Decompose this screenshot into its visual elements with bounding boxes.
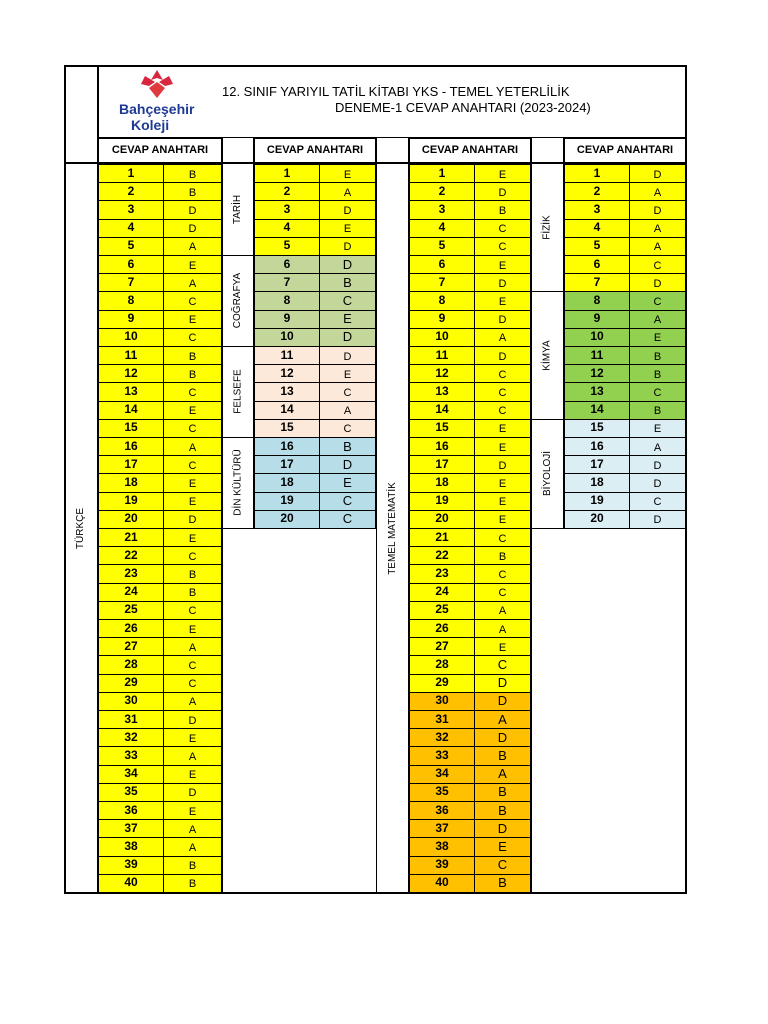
block-turkce-answer-18: E bbox=[163, 473, 222, 492]
block-turkce-answer-4: D bbox=[163, 219, 222, 238]
title-line2: DENEME-1 CEVAP ANAHTARI (2023-2024) bbox=[335, 100, 591, 115]
block-sosyal-answer-4: E bbox=[319, 219, 376, 238]
block-fen-answer-8: C bbox=[629, 291, 686, 310]
block-fen-answer-17: D bbox=[629, 455, 686, 474]
block-matematik-answer-30: D bbox=[474, 692, 531, 711]
block-sosyal-answer-14: A bbox=[319, 401, 376, 420]
block-matematik-question-21: 21 bbox=[409, 528, 475, 547]
block-turkce-answer-15: C bbox=[163, 419, 222, 438]
block-matematik-question-9: 9 bbox=[409, 310, 475, 329]
block-fen-question-4: 4 bbox=[564, 219, 630, 238]
block-turkce-question-29: 29 bbox=[98, 674, 164, 693]
block-matematik-question-33: 33 bbox=[409, 746, 475, 765]
block-fen-question-6: 6 bbox=[564, 255, 630, 274]
block-sosyal-question-4: 4 bbox=[254, 219, 320, 238]
block-matematik-answer-27: E bbox=[474, 637, 531, 656]
block-turkce-answer-21: E bbox=[163, 528, 222, 547]
block-sosyal-answer-1: E bbox=[319, 164, 376, 183]
block-matematik-answer-40: B bbox=[474, 874, 531, 893]
block-sosyal-question-2: 2 bbox=[254, 182, 320, 201]
block-matematik-question-18: 18 bbox=[409, 473, 475, 492]
block-matematik-question-38: 38 bbox=[409, 837, 475, 856]
block-matematik-question-13: 13 bbox=[409, 382, 475, 401]
block-matematik-answer-39: C bbox=[474, 856, 531, 875]
cevap-anahtari-header-4: CEVAP ANAHTARI bbox=[564, 138, 686, 163]
block-turkce-question-24: 24 bbox=[98, 583, 164, 602]
block-fen-answer-14: B bbox=[629, 401, 686, 420]
block-matematik-answer-21: C bbox=[474, 528, 531, 547]
block-sosyal-answer-17: D bbox=[319, 455, 376, 474]
subject-turkce bbox=[64, 164, 98, 892]
block-matematik-answer-15: E bbox=[474, 419, 531, 438]
block-sosyal-question-18: 18 bbox=[254, 473, 320, 492]
grid-line-fen-right bbox=[563, 138, 564, 528]
block-matematik-answer-35: B bbox=[474, 783, 531, 802]
block-matematik-question-17: 17 bbox=[409, 455, 475, 474]
block-turkce-question-12: 12 bbox=[98, 364, 164, 383]
block-turkce-question-39: 39 bbox=[98, 856, 164, 875]
block-turkce-question-2: 2 bbox=[98, 182, 164, 201]
block-matematik-question-24: 24 bbox=[409, 583, 475, 602]
block-matematik-question-4: 4 bbox=[409, 219, 475, 238]
block-sosyal-answer-5: D bbox=[319, 237, 376, 256]
cevap-anahtari-header-2: CEVAP ANAHTARI bbox=[254, 138, 376, 163]
block-fen-answer-6: C bbox=[629, 255, 686, 274]
block-sosyal-answer-10: D bbox=[319, 328, 376, 347]
block-turkce-answer-5: A bbox=[163, 237, 222, 256]
block-matematik-answer-4: C bbox=[474, 219, 531, 238]
block-sosyal-answer-8: C bbox=[319, 291, 376, 310]
block-fen-question-12: 12 bbox=[564, 364, 630, 383]
block-sosyal-answer-9: E bbox=[319, 310, 376, 329]
block-turkce-answer-23: B bbox=[163, 564, 222, 583]
block-fen-answer-18: D bbox=[629, 473, 686, 492]
subject-fen-2 bbox=[531, 291, 564, 418]
subject-turkce-text: TÜRKÇE bbox=[75, 507, 87, 549]
block-matematik-answer-17: D bbox=[474, 455, 531, 474]
grid-line-sosyal-right bbox=[253, 138, 254, 528]
block-fen-question-1: 1 bbox=[564, 164, 630, 183]
block-fen-answer-16: A bbox=[629, 437, 686, 456]
block-turkce-answer-19: E bbox=[163, 492, 222, 511]
block-turkce-question-30: 30 bbox=[98, 692, 164, 711]
block-turkce-answer-10: C bbox=[163, 328, 222, 347]
block-matematik-answer-28: C bbox=[474, 655, 531, 674]
block-sosyal-answer-20: C bbox=[319, 510, 376, 529]
block-matematik-answer-14: C bbox=[474, 401, 531, 420]
block-turkce-question-26: 26 bbox=[98, 619, 164, 638]
block-turkce-answer-34: E bbox=[163, 765, 222, 784]
block-fen-question-9: 9 bbox=[564, 310, 630, 329]
cevap-anahtari-header-3: CEVAP ANAHTARI bbox=[409, 138, 531, 163]
block-sosyal-question-17: 17 bbox=[254, 455, 320, 474]
block-fen-answer-7: D bbox=[629, 273, 686, 292]
block-turkce-question-4: 4 bbox=[98, 219, 164, 238]
block-sosyal-answer-15: C bbox=[319, 419, 376, 438]
block-turkce-answer-31: D bbox=[163, 710, 222, 729]
block-sosyal-question-12: 12 bbox=[254, 364, 320, 383]
block-matematik-question-37: 37 bbox=[409, 819, 475, 838]
block-matematik-question-29: 29 bbox=[409, 674, 475, 693]
block-fen-question-8: 8 bbox=[564, 291, 630, 310]
block-matematik-answer-1: E bbox=[474, 164, 531, 183]
block-matematik-question-40: 40 bbox=[409, 874, 475, 893]
block-turkce-question-38: 38 bbox=[98, 837, 164, 856]
grid-line-sosyal-left bbox=[222, 138, 223, 892]
block-fen-question-17: 17 bbox=[564, 455, 630, 474]
block-sosyal-answer-18: E bbox=[319, 473, 376, 492]
block-matematik-answer-23: C bbox=[474, 564, 531, 583]
block-sosyal-answer-3: D bbox=[319, 200, 376, 219]
subject-sosyal-1 bbox=[222, 164, 254, 255]
subject-matematik-text: TEMEL MATEMATİK bbox=[387, 481, 399, 575]
block-matematik-answer-16: E bbox=[474, 437, 531, 456]
block-fen-question-16: 16 bbox=[564, 437, 630, 456]
block-turkce-answer-36: E bbox=[163, 801, 222, 820]
block-matematik-question-23: 23 bbox=[409, 564, 475, 583]
block-matematik-answer-20: E bbox=[474, 510, 531, 529]
block-matematik-answer-32: D bbox=[474, 728, 531, 747]
block-matematik-answer-37: D bbox=[474, 819, 531, 838]
block-sosyal-question-10: 10 bbox=[254, 328, 320, 347]
block-matematik-answer-26: A bbox=[474, 619, 531, 638]
block-fen-question-2: 2 bbox=[564, 182, 630, 201]
block-fen-answer-12: B bbox=[629, 364, 686, 383]
block-matematik-answer-11: D bbox=[474, 346, 531, 365]
block-matematik-answer-7: D bbox=[474, 273, 531, 292]
grid-line-right bbox=[686, 138, 687, 892]
block-turkce-question-5: 5 bbox=[98, 237, 164, 256]
block-matematik-answer-6: E bbox=[474, 255, 531, 274]
block-matematik-question-14: 14 bbox=[409, 401, 475, 420]
subject-sosyal-4-text: DİN KÜLTÜRÜ bbox=[232, 449, 244, 516]
logo-brand-line2: Koleji bbox=[131, 117, 170, 133]
block-turkce-answer-28: C bbox=[163, 655, 222, 674]
block-matematik-question-20: 20 bbox=[409, 510, 475, 529]
block-sosyal-answer-13: C bbox=[319, 382, 376, 401]
block-matematik-question-16: 16 bbox=[409, 437, 475, 456]
block-matematik-question-35: 35 bbox=[409, 783, 475, 802]
grid-line-fen-left bbox=[531, 138, 532, 892]
block-fen-answer-19: C bbox=[629, 492, 686, 511]
block-matematik-answer-8: E bbox=[474, 291, 531, 310]
block-matematik-answer-34: A bbox=[474, 765, 531, 784]
block-turkce-answer-16: A bbox=[163, 437, 222, 456]
subject-fen-2-text: KİMYA bbox=[541, 339, 553, 371]
block-fen-question-19: 19 bbox=[564, 492, 630, 511]
cevap-anahtari-header-1: CEVAP ANAHTARI bbox=[98, 138, 222, 163]
block-turkce-question-22: 22 bbox=[98, 546, 164, 565]
block-matematik-answer-25: A bbox=[474, 601, 531, 620]
block-turkce-question-14: 14 bbox=[98, 401, 164, 420]
subject-sosyal-2-text: COĞRAFYA bbox=[232, 272, 244, 329]
block-sosyal-answer-6: D bbox=[319, 255, 376, 274]
block-matematik-answer-13: C bbox=[474, 382, 531, 401]
block-turkce-question-33: 33 bbox=[98, 746, 164, 765]
subject-sosyal-3 bbox=[222, 346, 254, 437]
block-turkce-question-17: 17 bbox=[98, 455, 164, 474]
title-line1: 12. SINIF YARIYIL TATİL KİTABI YKS - TEMEL YETERLİLİK bbox=[222, 84, 570, 99]
block-matematik-question-22: 22 bbox=[409, 546, 475, 565]
block-sosyal-answer-2: A bbox=[319, 182, 376, 201]
block-turkce-answer-11: B bbox=[163, 346, 222, 365]
block-sosyal-question-16: 16 bbox=[254, 437, 320, 456]
block-matematik-answer-3: B bbox=[474, 200, 531, 219]
block-matematik-question-26: 26 bbox=[409, 619, 475, 638]
grid-line-turkce-right bbox=[97, 164, 98, 892]
block-sosyal-question-15: 15 bbox=[254, 419, 320, 438]
block-sosyal-answer-11: D bbox=[319, 346, 376, 365]
block-turkce-question-9: 9 bbox=[98, 310, 164, 329]
block-turkce-question-11: 11 bbox=[98, 346, 164, 365]
block-matematik-question-34: 34 bbox=[409, 765, 475, 784]
grid-line-matematik-right bbox=[408, 138, 409, 892]
block-fen-answer-13: C bbox=[629, 382, 686, 401]
block-turkce-answer-14: E bbox=[163, 401, 222, 420]
block-turkce-answer-30: A bbox=[163, 692, 222, 711]
block-matematik-answer-2: D bbox=[474, 182, 531, 201]
block-sosyal-question-7: 7 bbox=[254, 273, 320, 292]
block-turkce-answer-13: C bbox=[163, 382, 222, 401]
subject-sosyal-2 bbox=[222, 255, 254, 346]
block-turkce-answer-22: C bbox=[163, 546, 222, 565]
block-fen-answer-1: D bbox=[629, 164, 686, 183]
block-fen-answer-15: E bbox=[629, 419, 686, 438]
block-fen-question-14: 14 bbox=[564, 401, 630, 420]
block-matematik-question-30: 30 bbox=[409, 692, 475, 711]
block-turkce-answer-2: B bbox=[163, 182, 222, 201]
block-turkce-question-32: 32 bbox=[98, 728, 164, 747]
block-matematik-answer-29: D bbox=[474, 674, 531, 693]
block-turkce-question-19: 19 bbox=[98, 492, 164, 511]
block-matematik-question-39: 39 bbox=[409, 856, 475, 875]
block-turkce-answer-9: E bbox=[163, 310, 222, 329]
block-turkce-question-25: 25 bbox=[98, 601, 164, 620]
block-matematik-question-3: 3 bbox=[409, 200, 475, 219]
block-turkce-answer-17: C bbox=[163, 455, 222, 474]
block-turkce-answer-8: C bbox=[163, 291, 222, 310]
block-matematik-answer-31: A bbox=[474, 710, 531, 729]
block-fen-question-3: 3 bbox=[564, 200, 630, 219]
block-matematik-question-7: 7 bbox=[409, 273, 475, 292]
block-fen-answer-9: A bbox=[629, 310, 686, 329]
grid-line-matematik-left bbox=[376, 138, 377, 892]
block-sosyal-question-9: 9 bbox=[254, 310, 320, 329]
block-turkce-answer-7: A bbox=[163, 273, 222, 292]
subject-fen-divider-3 bbox=[531, 528, 564, 529]
block-fen-answer-20: D bbox=[629, 510, 686, 529]
block-fen-answer-3: D bbox=[629, 200, 686, 219]
block-fen-answer-2: A bbox=[629, 182, 686, 201]
block-turkce-question-28: 28 bbox=[98, 655, 164, 674]
subject-sosyal-1-text: TARİH bbox=[232, 194, 244, 225]
block-matematik-question-25: 25 bbox=[409, 601, 475, 620]
block-turkce-answer-33: A bbox=[163, 746, 222, 765]
block-turkce-answer-6: E bbox=[163, 255, 222, 274]
block-sosyal-answer-19: C bbox=[319, 492, 376, 511]
block-turkce-question-1: 1 bbox=[98, 164, 164, 183]
block-matematik-question-32: 32 bbox=[409, 728, 475, 747]
block-fen-question-11: 11 bbox=[564, 346, 630, 365]
block-matematik-question-8: 8 bbox=[409, 291, 475, 310]
block-matematik-answer-24: C bbox=[474, 583, 531, 602]
block-matematik-question-28: 28 bbox=[409, 655, 475, 674]
block-sosyal-question-1: 1 bbox=[254, 164, 320, 183]
block-turkce-question-6: 6 bbox=[98, 255, 164, 274]
block-sosyal-question-11: 11 bbox=[254, 346, 320, 365]
block-turkce-question-3: 3 bbox=[98, 200, 164, 219]
block-turkce-question-7: 7 bbox=[98, 273, 164, 292]
block-turkce-answer-27: A bbox=[163, 637, 222, 656]
block-matematik-answer-38: E bbox=[474, 837, 531, 856]
block-turkce-question-34: 34 bbox=[98, 765, 164, 784]
block-turkce-answer-29: C bbox=[163, 674, 222, 693]
block-matematik-question-27: 27 bbox=[409, 637, 475, 656]
block-fen-question-20: 20 bbox=[564, 510, 630, 529]
block-sosyal-answer-7: B bbox=[319, 273, 376, 292]
block-turkce-question-8: 8 bbox=[98, 291, 164, 310]
block-turkce-answer-24: B bbox=[163, 583, 222, 602]
block-fen-answer-5: A bbox=[629, 237, 686, 256]
subject-matematik bbox=[376, 164, 409, 892]
block-turkce-answer-20: D bbox=[163, 510, 222, 529]
subject-sosyal-divider-4 bbox=[222, 528, 254, 529]
subject-sosyal-3-text: FELSEFE bbox=[232, 369, 244, 414]
block-matematik-question-12: 12 bbox=[409, 364, 475, 383]
block-sosyal-answer-16: B bbox=[319, 437, 376, 456]
block-matematik-question-6: 6 bbox=[409, 255, 475, 274]
block-turkce-question-36: 36 bbox=[98, 801, 164, 820]
school-logo bbox=[113, 70, 205, 134]
block-matematik-question-1: 1 bbox=[409, 164, 475, 183]
block-turkce-question-40: 40 bbox=[98, 874, 164, 893]
block-matematik-question-36: 36 bbox=[409, 801, 475, 820]
block-sosyal-question-6: 6 bbox=[254, 255, 320, 274]
block-turkce-question-13: 13 bbox=[98, 382, 164, 401]
block-fen-question-18: 18 bbox=[564, 473, 630, 492]
block-turkce-question-37: 37 bbox=[98, 819, 164, 838]
block-matematik-answer-22: B bbox=[474, 546, 531, 565]
subject-fen-3-text: BİYOLOJİ bbox=[542, 450, 554, 496]
block-matematik-answer-12: C bbox=[474, 364, 531, 383]
block-turkce-question-20: 20 bbox=[98, 510, 164, 529]
block-matematik-question-5: 5 bbox=[409, 237, 475, 256]
subject-fen-1-text: FİZİK bbox=[541, 215, 553, 240]
block-matematik-question-19: 19 bbox=[409, 492, 475, 511]
block-turkce-answer-39: B bbox=[163, 856, 222, 875]
subject-fen-1 bbox=[531, 164, 564, 291]
block-matematik-question-10: 10 bbox=[409, 328, 475, 347]
block-sosyal-answer-12: E bbox=[319, 364, 376, 383]
block-turkce-answer-38: A bbox=[163, 837, 222, 856]
page-title bbox=[222, 84, 622, 116]
block-matematik-question-11: 11 bbox=[409, 346, 475, 365]
block-turkce-question-31: 31 bbox=[98, 710, 164, 729]
block-turkce-answer-12: B bbox=[163, 364, 222, 383]
subject-sosyal-4 bbox=[222, 437, 254, 528]
block-matematik-question-31: 31 bbox=[409, 710, 475, 729]
block-fen-answer-4: A bbox=[629, 219, 686, 238]
block-sosyal-question-20: 20 bbox=[254, 510, 320, 529]
block-turkce-answer-37: A bbox=[163, 819, 222, 838]
block-turkce-answer-3: D bbox=[163, 200, 222, 219]
block-matematik-question-15: 15 bbox=[409, 419, 475, 438]
block-fen-question-15: 15 bbox=[564, 419, 630, 438]
block-turkce-question-27: 27 bbox=[98, 637, 164, 656]
block-turkce-question-18: 18 bbox=[98, 473, 164, 492]
block-fen-question-7: 7 bbox=[564, 273, 630, 292]
block-matematik-answer-33: B bbox=[474, 746, 531, 765]
block-matematik-answer-18: E bbox=[474, 473, 531, 492]
block-sosyal-question-3: 3 bbox=[254, 200, 320, 219]
block-turkce-question-10: 10 bbox=[98, 328, 164, 347]
block-fen-question-5: 5 bbox=[564, 237, 630, 256]
block-matematik-answer-10: A bbox=[474, 328, 531, 347]
block-matematik-answer-19: E bbox=[474, 492, 531, 511]
block-fen-answer-11: B bbox=[629, 346, 686, 365]
block-fen-question-13: 13 bbox=[564, 382, 630, 401]
block-matematik-question-2: 2 bbox=[409, 182, 475, 201]
block-turkce-question-23: 23 bbox=[98, 564, 164, 583]
block-matematik-answer-36: B bbox=[474, 801, 531, 820]
block-matematik-answer-5: C bbox=[474, 237, 531, 256]
block-sosyal-question-13: 13 bbox=[254, 382, 320, 401]
block-turkce-answer-1: B bbox=[163, 164, 222, 183]
block-turkce-question-21: 21 bbox=[98, 528, 164, 547]
block-fen-question-10: 10 bbox=[564, 328, 630, 347]
block-sosyal-question-14: 14 bbox=[254, 401, 320, 420]
block-sosyal-question-8: 8 bbox=[254, 291, 320, 310]
block-turkce-answer-40: B bbox=[163, 874, 222, 893]
block-sosyal-question-5: 5 bbox=[254, 237, 320, 256]
block-fen-answer-10: E bbox=[629, 328, 686, 347]
block-turkce-question-16: 16 bbox=[98, 437, 164, 456]
block-turkce-answer-26: E bbox=[163, 619, 222, 638]
logo-brand-line1: Bahçeşehir bbox=[119, 101, 195, 117]
block-turkce-answer-25: C bbox=[163, 601, 222, 620]
subject-fen-3 bbox=[531, 419, 564, 528]
block-turkce-answer-32: E bbox=[163, 728, 222, 747]
block-turkce-question-15: 15 bbox=[98, 419, 164, 438]
block-sosyal-question-19: 19 bbox=[254, 492, 320, 511]
block-turkce-question-35: 35 bbox=[98, 783, 164, 802]
block-turkce-answer-35: D bbox=[163, 783, 222, 802]
logo-star-icon bbox=[137, 70, 177, 100]
block-matematik-answer-9: D bbox=[474, 310, 531, 329]
